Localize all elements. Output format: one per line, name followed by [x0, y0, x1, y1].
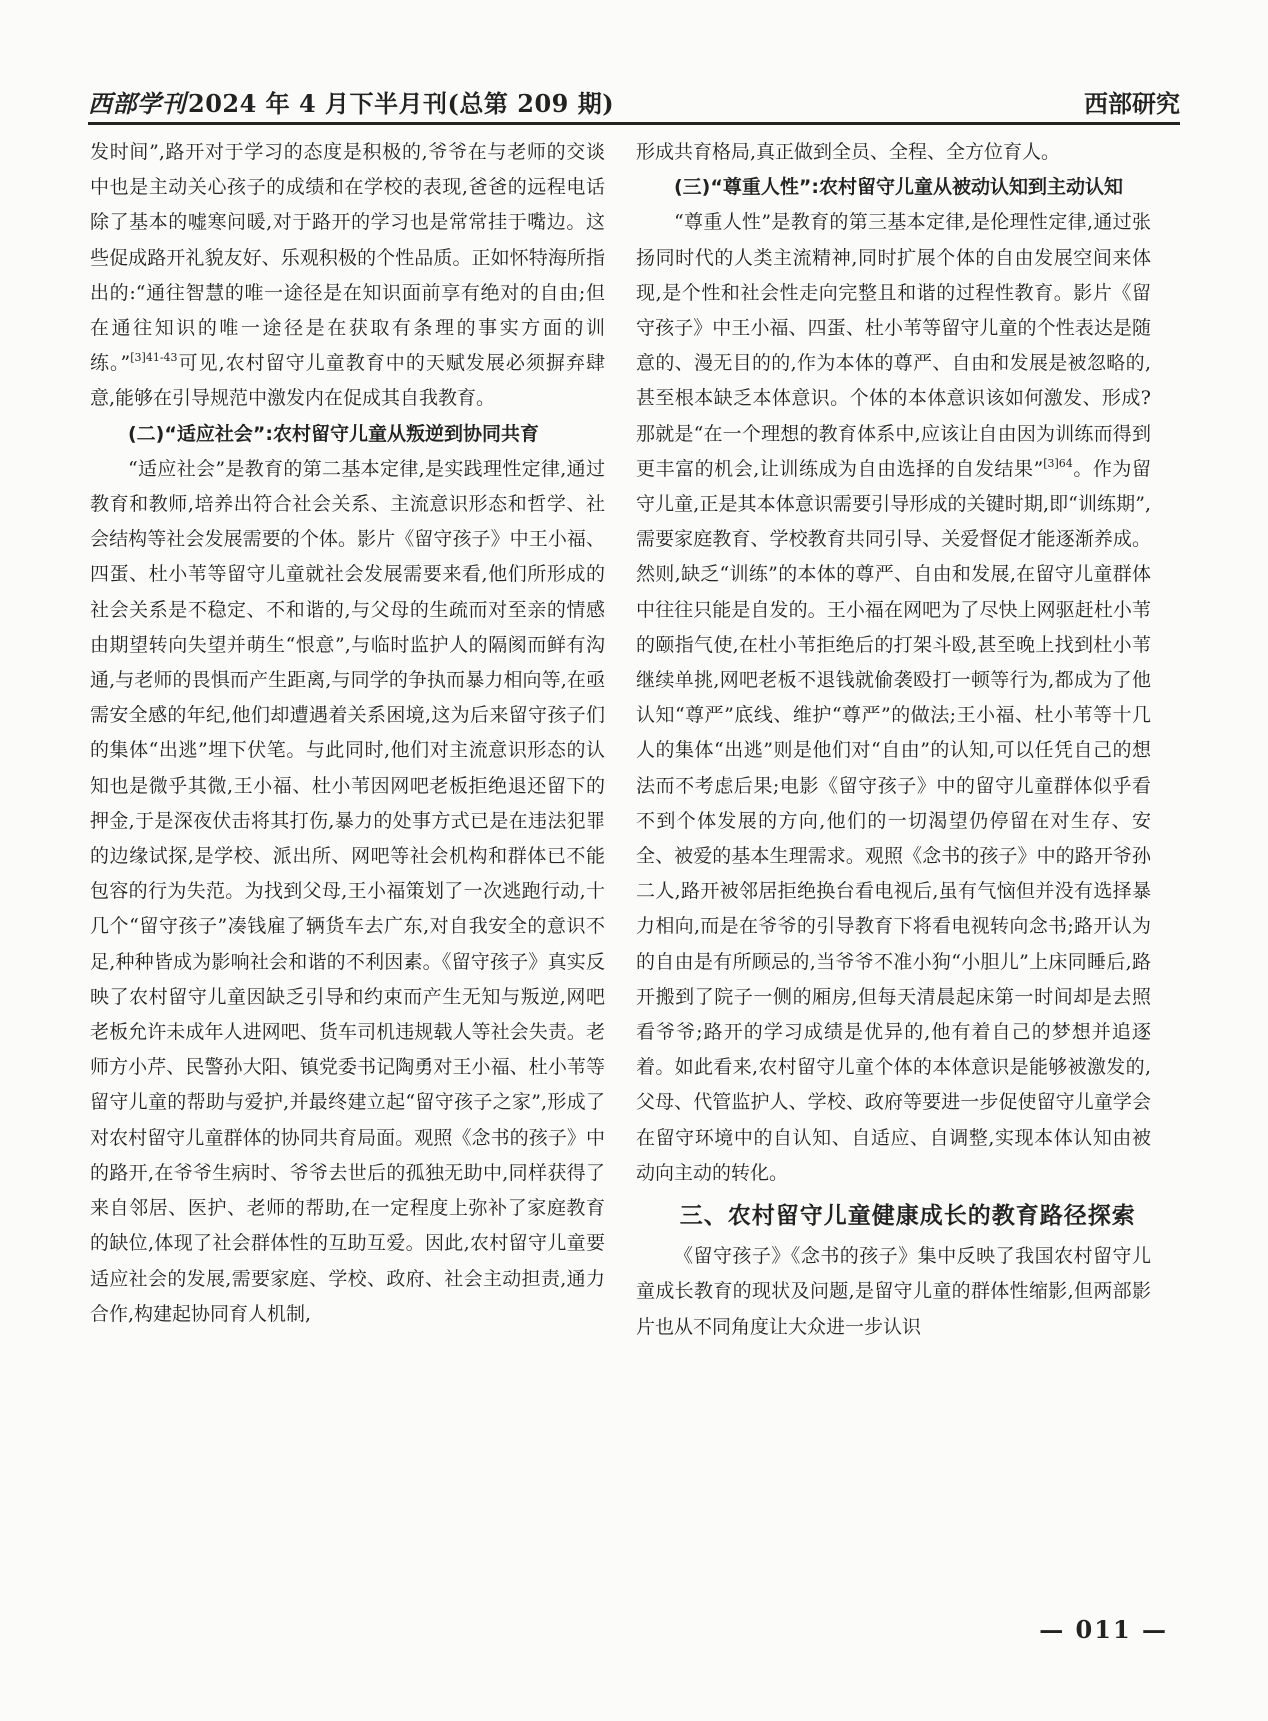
paragraph — [90, 135, 605, 417]
left-column — [90, 135, 605, 1332]
page-number: — 011 — — [1039, 1615, 1168, 1644]
paragraph-text: 发时间”,路开对于学习的态度是积极的,爷爷在与老师的交谈中也是主动关心孩子的成绩和在学校的表现,爸爸的远程电话除了基本的嘘寒问暖,对于路开的学习也是常常挂于嘴边。这些促成路开礼貌友好、乐观积极的个性品质。正如怀特海所指出的:“通往智慧的唯一途径是在知识面前享有绝对的自由;但在通往知识的唯一途径是在获取有条理的事实方面的训练。” — [90, 141, 605, 375]
paragraph-text: 可见,农村留守儿童教育中的天赋发展必须摒弃肆意,能够在引导规范中激发内在促成其自我教育。 — [90, 352, 605, 410]
section-heading: 三、农村留守儿童健康成长的教育路径探索 — [679, 1203, 1136, 1230]
section-name: 西部研究 — [1084, 90, 1180, 118]
paragraph: “适应社会”是教育的第二基本定律,是实践理性定律,通过教育和教师,培养出符合社会关系、主流意识形态和哲学、社会结构等社会发展需要的个体。影片《留守孩子》中王小福、四蛋、杜小苇等留守儿童就社会发展需要来看,他们所形成的社会关系是不稳定、不和谐的,与父母的生疏而对至亲的情感由期望转向失望并萌生“恨意”,与临时监护人的隔阂而鲜有沟通,与老师的畏惧而产生距离,与同学的争执而暴力相向等,在亟需安全感的年纪,他们却遭遇着关系困境,这为后来留守孩子们的集体“出逃”埋下伏笔。与此同时,他们对主流意识形态的认知也是微乎其微,王小福、杜小苇因网吧老板拒绝退还留下的押金,于是深夜伏击将其打伤,暴力的处事方式已是在违法犯罪的边缘试探,是学校、派出所、网吧等社会机构和群体已不能包容的行为失范。为找到父母,王小福策划了一次逃跑行动,十几个“留守孩子”凑钱雇了辆货车去广东,对自我安全的意识不足,种种皆成为影响社会和谐的不利因素。《留守孩子》真实反映了农村留守儿童因缺乏引导和约束而产生无知与叛逆,网吧老板允许未成年人进网吧、货车司机违规载人等社会失责。老师方小芹、民警孙大阳、镇党委书记陶勇对王小福、杜小苇等留守儿童的帮助与爱护,并最终建立起“留守孩子之家”,形成了对农村留守儿童群体的协同共育局面。观照《念书的孩子》中的路开,在爷爷生病时、爷爷去世后的孤独无助中,同样获得了来自邻居、医护、老师的帮助,在一定程度上弥补了家庭教育的缺位,体现了社会群体性的互助互爱。因此,农村留守儿童要适应社会的发展,需要家庭、学校、政府、社会主动担责,通力合作,构建起协同育人机制, — [90, 457, 605, 1325]
right-column — [636, 135, 1151, 1345]
paragraph-text: 。作为留守儿童,正是其本体意识需要引导形成的关键时期,即“训练期”,需要家庭教育、学校教育共同引导、关爱督促才能逐渐养成。然则,缺乏“训练”的本体的尊严、自由和发展,在留守儿童群体中往往只能是自发的。王小福在网吧为了尽快上网驱赶杜小苇的颐指气使,在杜小苇拒绝后的打架斗殴,甚至晚上找到杜小苇继续单挑,网吧老板不退钱就偷袭殴打一顿等行为,都成为了他认知“尊严”底线、维护“尊严”的做法;王小福、杜小苇等十几人的集体“出逃”则是他们对“自由”的认知,可以任凭自己的想法而不考虑后果;电影《留守孩子》中的留守儿童群体似乎看不到个体发展的方向,他们的一切渴望仍停留在对生存、安全、被爱的基本生理需求。观照《念书的孩子》中的路开爷孙二人,路开被邻居拒绝换台看电视后,虽有气恼但并没有选择暴力相向,而是在爷爷的引导教育下将看电视转向念书;路开认为的自由是有所顾忌的,当爷爷不准小狗“小胆儿”上床同睡后,路开搬到了院子一侧的厢房,但每天清晨起床第一时间却是去照看爷爷;路开的学习成绩是优异的,他有着自己的梦想并追逐着。如此看来,农村留守儿童个体的本体意识是能够被激发的,父母、代管监护人、学校、政府等要进一步促使留守儿童学会在留守环境中的自认知、自适应、自调整,实现本体认知由被动向主动的转化。 — [636, 457, 1151, 1184]
running-header — [88, 80, 1180, 125]
issue-info: 2024 年 4 月下半月刊(总第 209 期) — [188, 89, 615, 118]
subsection-heading: (三)“尊重人性”:农村留守儿童从被动认知到主动认知 — [674, 176, 1123, 199]
citation: [3]41-43 — [130, 351, 178, 365]
paragraph-text: “尊重人性”是教育的第三基本定律,是伦理性定律,通过张扬同时代的人类主流精神,同时扩展个体的自由发展空间来体现,是个性和社会性走向完整且和谐的过程性教育。影片《留守孩子》中王小福、四蛋、杜小苇等留守儿童的个性表达是随意的、漫无目的的,作为本体的尊严、自由和发展是被忽略的,甚至根本缺乏本体意识。个体的本体意识该如何激发、形成?那就是“在一个理想的教育体系中,应该让自由因为训练而得到更丰富的机会,让训练成为自由选择的自发结果” — [636, 211, 1151, 480]
subsection-heading: (二)“适应社会”:农村留守儿童从叛逆到协同共育 — [128, 422, 539, 445]
journal-masthead — [88, 84, 614, 119]
paragraph: 《留守孩子》《念书的孩子》集中反映了我国农村留守儿童成长教育的现状及问题,是留守儿童的群体性缩影,但两部影片也从不同角度让大众进一步认识 — [636, 1245, 1151, 1338]
paragraph: 形成共育格局,真正做到全员、全程、全方位育人。 — [636, 141, 1061, 163]
paragraph — [636, 205, 1151, 1191]
citation: [3]64 — [1043, 456, 1073, 470]
journal-logo: 西部学刊 — [88, 89, 186, 118]
